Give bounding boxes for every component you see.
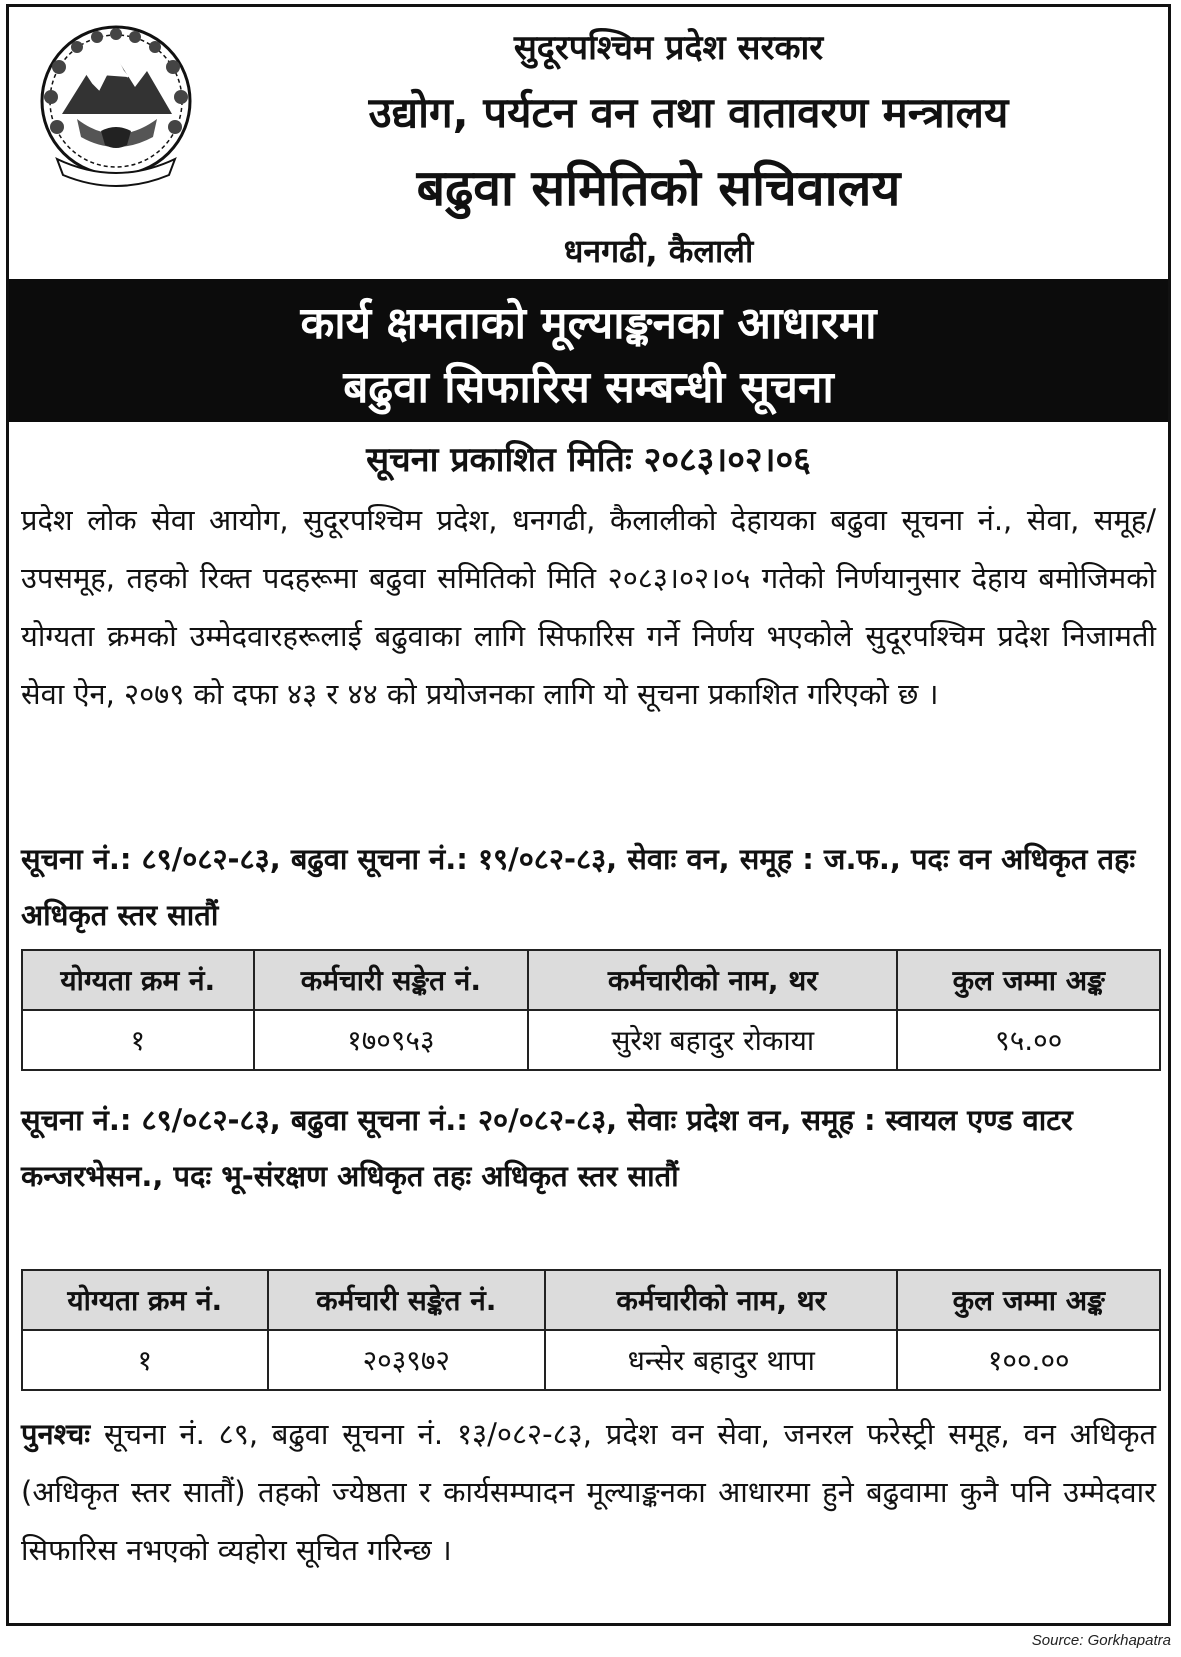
header-line-1: सुदूरपश्चिम प्रदेश सरकार [513, 28, 824, 68]
header-line-4: धनगढी, कैलाली [563, 232, 754, 270]
title-banner [9, 279, 1168, 422]
table-cell: १ [22, 1010, 254, 1070]
notice-heading-2: सूचना नं.: ८९/०८२-८३, बढुवा सूचना नं.: २०/०८२-८३, सेवाः प्रदेश वन, समूह : स्वायल एण्ड वाटर कन्जरभेसन., पदः भू-संरक्षण अधिकृत तहः अधिकृत स्तर सातौं [21, 1103, 1073, 1193]
table-row [22, 1010, 1160, 1070]
table-cell: १७०९५३ [254, 1010, 529, 1070]
column-header: कर्मचारी सङ्केत नं. [268, 1270, 546, 1330]
column-header: कुल जम्मा अङ्क [897, 950, 1160, 1010]
table-header-row [22, 950, 1160, 1010]
banner-line-2: बढुवा सिफारिस सम्बन्धी सूचना [343, 362, 834, 413]
column-header: कुल जम्मा अङ्क [897, 1270, 1160, 1330]
notice-document [6, 4, 1171, 1626]
intro-paragraph: प्रदेश लोक सेवा आयोग, सुदूरपश्चिम प्रदेश, धनगढी, कैलालीको देहायका बढुवा सूचना नं., सेवा, समूह/उपसमूह, तहको रिक्त पदहरूमा बढुवा समितिको मिति २०८३।०२।०५ गतेको निर्णयानुसार देहाय बमोजिमको योग्यता क्रमको उम्मेदवारहरूलाई बढुवाका लागि सिफारिस गर्ने निर्णय भएकोले सुदूरपश्चिम प्रदेश निजामती सेवा ऐन, २०७९ को दफा ४३ र ४४ को प्रयोजनका लागि यो सूचना प्रकाशित गरिएको छ । [21, 503, 1156, 711]
table-cell: २०३९७२ [268, 1330, 546, 1390]
banner-line-1: कार्य क्षमताको मूल्याङ्कनका आधारमा [300, 298, 877, 349]
notice-heading-1: सूचना नं.: ८९/०८२-८३, बढुवा सूचना नं.: १९/०८२-८३, सेवाः वन, समूह : ज.फ., पदः वन अधिकृत तहः अधिकृत स्तर सातौं [21, 842, 1136, 932]
postscript [21, 1405, 1156, 1579]
table-header-row [22, 1270, 1160, 1330]
column-header: कर्मचारीको नाम, थर [528, 950, 897, 1010]
source-credit: Source: Gorkhapatra [1031, 1632, 1171, 1649]
table-row [22, 1330, 1160, 1390]
header-line-2: उद्योग, पर्यटन वन तथा वातावरण मन्त्रालय [368, 88, 1009, 137]
table-cell: धन्सेर बहादुर थापा [545, 1330, 897, 1390]
header-line-3: बढुवा समितिको सचिवालय [416, 159, 901, 217]
table-cell: सुरेश बहादुर रोकाया [528, 1010, 897, 1070]
column-header: कर्मचारीको नाम, थर [545, 1270, 897, 1330]
header [9, 7, 1168, 279]
result-table-2 [21, 1269, 1161, 1391]
nepal-emblem-icon [27, 19, 205, 193]
table-cell: ९५.०० [897, 1010, 1160, 1070]
column-header: योग्यता क्रम नं. [22, 950, 254, 1010]
postscript-text: सूचना नं. ८९, बढुवा सूचना नं. १३/०८२-८३, प्रदेश वन सेवा, जनरल फरेस्ट्री समूह, वन अधिकृत (अधिकृत स्तर सातौं) तहको ज्येष्ठता र कार्यसम्पादन मूल्याङ्कनका आधारमा हुने बढुवामा कुनै पनि उम्मेदवार सिफारिस नभएको व्यहोरा सूचित गरिन्छ । [21, 1417, 1156, 1567]
column-header: योग्यता क्रम नं. [22, 1270, 268, 1330]
table-cell: १००.०० [897, 1330, 1160, 1390]
result-table-1 [21, 949, 1161, 1071]
column-header: कर्मचारी सङ्केत नं. [254, 950, 529, 1010]
table-cell: १ [22, 1330, 268, 1390]
postscript-label: पुनश्चः [21, 1417, 91, 1451]
publication-date: सूचना प्रकाशित मितिः २०८३।०२।०६ [366, 440, 811, 480]
